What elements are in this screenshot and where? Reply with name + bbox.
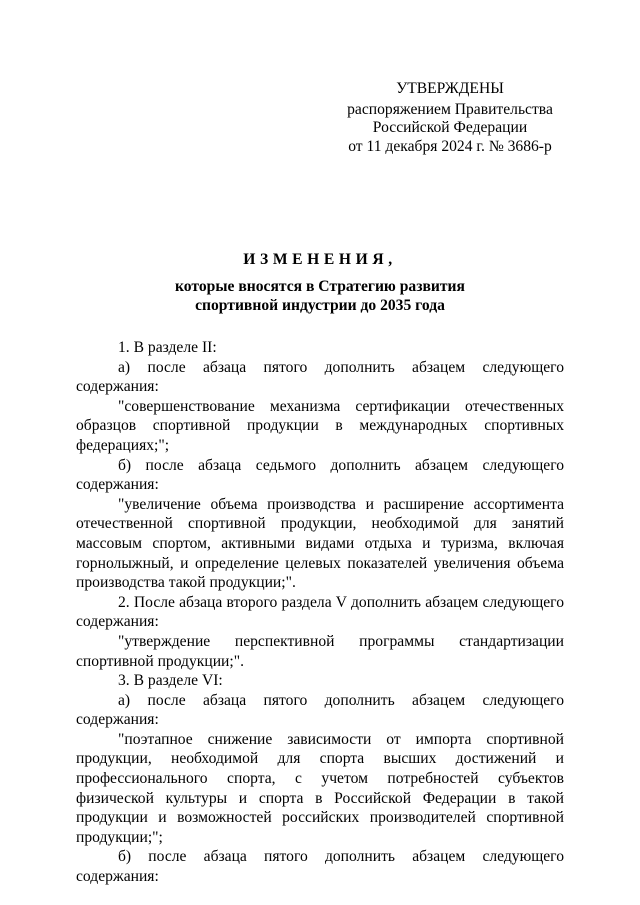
paragraph: 3. В разделе VI: bbox=[118, 672, 223, 690]
approval-line-2: Российской Федерации bbox=[372, 119, 528, 137]
approval-line-1: распоряжением Правительства bbox=[347, 100, 553, 118]
title-subtitle-2: спортивной индустрии до 2035 года bbox=[195, 297, 445, 314]
approval-block bbox=[340, 80, 560, 156]
approval-line-3: от 11 декабря 2024 г. № 3686-р bbox=[348, 137, 552, 155]
paragraph: а) после абзаца пятого дополнить абзацем следующего содержания: bbox=[76, 358, 564, 396]
paragraph: "утверждение перспективной программы стандартизации спортивной продукции;". bbox=[76, 632, 564, 670]
paragraph: 2. После абзаца второго раздела V дополнить абзацем следующего содержания: bbox=[76, 593, 564, 631]
paragraph: "совершенствование механизма сертификации отечественных образцов спортивной продукции в международных спортивных федерациях;"; bbox=[76, 397, 564, 454]
paragraph: "увеличение объема производства и расширение ассортимента отечественной спортивной продукции, необходимой для занятий массовым спортом, активными видами отдыха и туризма, включая горнолыжный, и определение целевых показателей увеличения объема производства такой продукции;". bbox=[76, 495, 564, 592]
paragraph: а) после абзаца пятого дополнить абзацем следующего содержания: bbox=[76, 691, 564, 729]
document-body bbox=[76, 338, 564, 887]
paragraph: 1. В разделе II: bbox=[118, 339, 217, 356]
approval-heading: УТВЕРЖДЕНЫ bbox=[396, 80, 504, 97]
document-title bbox=[0, 250, 640, 315]
title-subtitle-1: которые вносятся в Стратегию развития bbox=[175, 278, 465, 295]
paragraph: б) после абзаца седьмого дополнить абзацем следующего содержания: bbox=[76, 456, 564, 494]
title-main: ИЗМЕНЕНИЯ, bbox=[243, 251, 397, 268]
paragraph: "поэтапное снижение зависимости от импорта спортивной продукции, необходимой для спорта высших достижений и профессионального спорта, с учетом потребностей субъектов физической культуры и спорта в Российской Федерации в такой продукции и возможностей российских производителей спортивной продукции;"; bbox=[76, 730, 564, 846]
paragraph: б) после абзаца пятого дополнить абзацем следующего содержания: bbox=[76, 848, 564, 886]
